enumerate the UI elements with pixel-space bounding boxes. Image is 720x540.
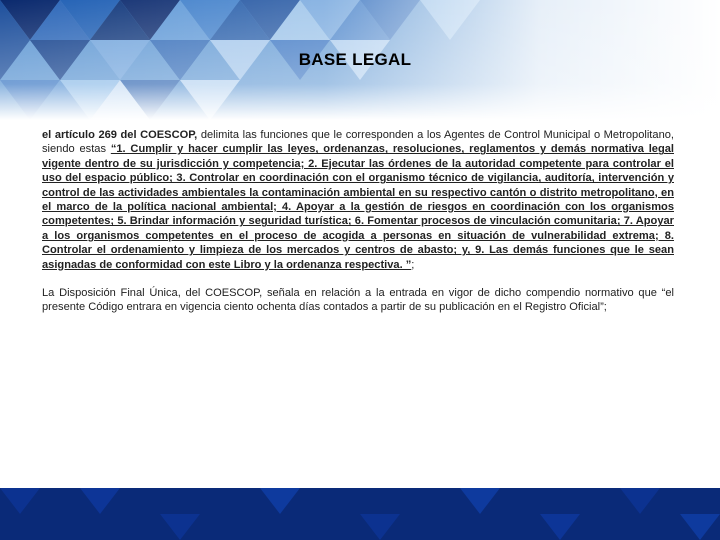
footer-pattern-graphic bbox=[0, 488, 720, 540]
paragraph-ending: ; bbox=[411, 258, 415, 271]
slide-title: BASE LEGAL bbox=[298, 50, 412, 69]
legal-text-body bbox=[42, 128, 674, 329]
footer-decoration bbox=[0, 488, 720, 540]
header-decoration bbox=[0, 0, 720, 120]
article-reference: el artículo 269 del COESCOP, bbox=[42, 129, 198, 141]
paragraph-article-269 bbox=[42, 128, 674, 272]
paragraph-final-provision: La Disposición Final Única, del COESCOP, señala en relación a la entrada en vigor de dicho compendio normativo que “el presente Código entrara en vigencia ciento ochenta días contados a partir de su publicación en el Registro Oficial”; bbox=[42, 287, 674, 314]
functions-list-text: “1. Cumplir y hacer cumplir las leyes, ordenanzas, resoluciones, reglamentos y demás normativa legal vigente dentro de su jurisdicción y competencia; 2. Ejecutar las órdenes de la autoridad competente para controlar el uso del espacio público; 3. Controlar en coordinación con el organismo técnico de vigilancia, auditoría, intervención y control de las actividades ambientales la contaminación ambiental en su respectivo cantón o distrito metropolitano, en el marco de la política nacional ambiental; 4. Apoyar a la gestión de riesgos en coordinación con los organismos competentes; 5. Brindar información y seguridad turística; 6. Fomentar procesos de vinculación comunitaria; 7. Apoyar a los organismos competentes en el proceso de acogida a personas en situación de vulnerabilidad extrema; 8. Controlar el ordenamiento y limpieza de los mercados y centros de abasto; y, 9. Las demás funciones que le sean asignadas de conformidad con este Libro y la ordenanza respectiva. ” bbox=[42, 143, 674, 271]
article-intro-text: delimita las funciones que le corresponden a los Agentes de Control Municipal o Metropolitano, siendo estas bbox=[42, 129, 674, 156]
